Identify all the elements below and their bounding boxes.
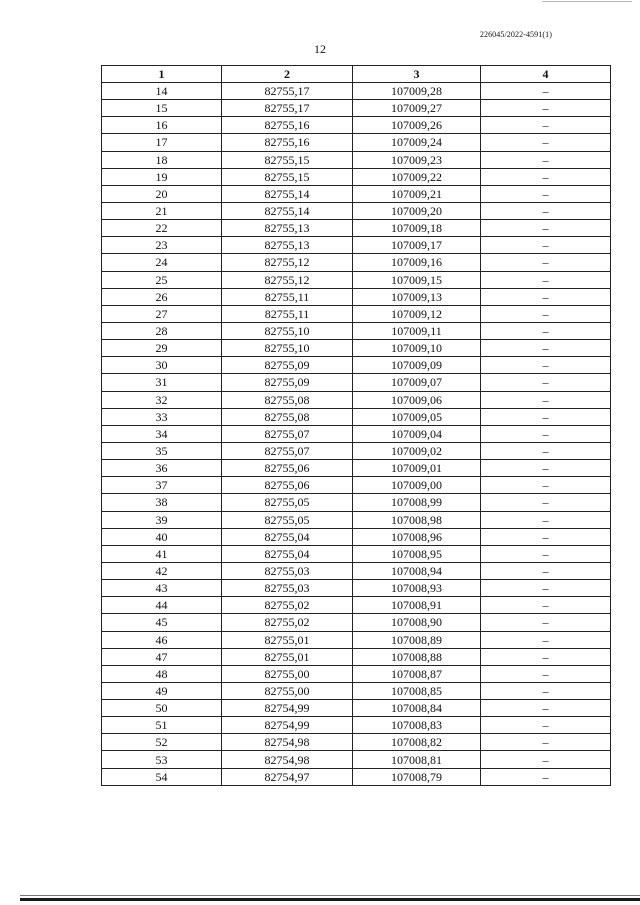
value-cell: – [481,220,611,237]
point-number-cell: 32 [102,391,222,408]
x-coordinate-cell: 82755,04 [222,545,353,562]
point-number-cell: 51 [102,717,222,734]
point-number-cell: 49 [102,682,222,699]
x-coordinate-cell: 82755,13 [222,220,353,237]
x-coordinate-cell: 82755,14 [222,202,353,219]
value-cell: – [481,408,611,425]
table-row [102,322,611,339]
table-row [102,700,611,717]
value-cell: – [481,391,611,408]
value-cell: – [481,580,611,597]
table-row [102,151,611,168]
y-coordinate-cell: 107008,89 [353,631,481,648]
table-row [102,545,611,562]
value-cell: – [481,151,611,168]
value-cell: – [481,700,611,717]
y-coordinate-cell: 107009,24 [353,134,481,151]
y-coordinate-cell: 107009,07 [353,374,481,391]
table-row [102,734,611,751]
value-cell: – [481,494,611,511]
x-coordinate-cell: 82755,09 [222,374,353,391]
x-coordinate-cell: 82755,13 [222,237,353,254]
value-cell: – [481,648,611,665]
y-coordinate-cell: 107009,13 [353,288,481,305]
point-number-cell: 44 [102,597,222,614]
x-coordinate-cell: 82755,01 [222,648,353,665]
y-coordinate-cell: 107009,17 [353,237,481,254]
x-coordinate-cell: 82755,06 [222,477,353,494]
table-row [102,614,611,631]
point-number-cell: 48 [102,665,222,682]
table-row [102,220,611,237]
x-coordinate-cell: 82755,11 [222,305,353,322]
point-number-cell: 34 [102,425,222,442]
value-cell: – [481,271,611,288]
point-number-cell: 39 [102,511,222,528]
y-coordinate-cell: 107009,09 [353,357,481,374]
x-coordinate-cell: 82754,99 [222,717,353,734]
x-coordinate-cell: 82754,98 [222,734,353,751]
table-row [102,83,611,100]
column-header-2: 2 [222,66,353,83]
table-row [102,477,611,494]
table-row [102,357,611,374]
y-coordinate-cell: 107008,83 [353,717,481,734]
y-coordinate-cell: 107009,22 [353,168,481,185]
coordinates-table [101,65,611,786]
point-number-cell: 25 [102,271,222,288]
x-coordinate-cell: 82755,03 [222,562,353,579]
table-row [102,562,611,579]
table-row [102,374,611,391]
point-number-cell: 29 [102,340,222,357]
point-number-cell: 23 [102,237,222,254]
x-coordinate-cell: 82755,12 [222,254,353,271]
point-number-cell: 15 [102,100,222,117]
x-coordinate-cell: 82755,07 [222,442,353,459]
point-number-cell: 36 [102,460,222,477]
value-cell: – [481,477,611,494]
table-row [102,580,611,597]
point-number-cell: 28 [102,322,222,339]
point-number-cell: 52 [102,734,222,751]
x-coordinate-cell: 82755,05 [222,511,353,528]
value-cell: – [481,374,611,391]
value-cell: – [481,597,611,614]
table-row [102,340,611,357]
value-cell: – [481,511,611,528]
point-number-cell: 19 [102,168,222,185]
value-cell: – [481,237,611,254]
y-coordinate-cell: 107008,94 [353,562,481,579]
y-coordinate-cell: 107009,12 [353,305,481,322]
y-coordinate-cell: 107009,23 [353,151,481,168]
value-cell: – [481,460,611,477]
x-coordinate-cell: 82755,10 [222,322,353,339]
table-row [102,665,611,682]
y-coordinate-cell: 107008,87 [353,665,481,682]
bottom-scan-line [20,898,640,901]
table-body [102,83,611,786]
table-row [102,511,611,528]
y-coordinate-cell: 107009,04 [353,425,481,442]
x-coordinate-cell: 82755,09 [222,357,353,374]
y-coordinate-cell: 107009,18 [353,220,481,237]
x-coordinate-cell: 82755,00 [222,682,353,699]
y-coordinate-cell: 107008,84 [353,700,481,717]
point-number-cell: 33 [102,408,222,425]
value-cell: – [481,665,611,682]
x-coordinate-cell: 82755,03 [222,580,353,597]
point-number-cell: 35 [102,442,222,459]
value-cell: – [481,425,611,442]
y-coordinate-cell: 107008,85 [353,682,481,699]
table-row [102,185,611,202]
value-cell: – [481,562,611,579]
table-row [102,442,611,459]
value-cell: – [481,117,611,134]
x-coordinate-cell: 82755,15 [222,151,353,168]
point-number-cell: 31 [102,374,222,391]
point-number-cell: 43 [102,580,222,597]
y-coordinate-cell: 107008,79 [353,768,481,785]
y-coordinate-cell: 107008,96 [353,528,481,545]
value-cell: – [481,100,611,117]
bottom-scan-line-thin [20,895,640,896]
y-coordinate-cell: 107008,91 [353,597,481,614]
table-row [102,682,611,699]
y-coordinate-cell: 107009,02 [353,442,481,459]
point-number-cell: 46 [102,631,222,648]
point-number-cell: 47 [102,648,222,665]
x-coordinate-cell: 82754,98 [222,751,353,768]
y-coordinate-cell: 107009,26 [353,117,481,134]
point-number-cell: 40 [102,528,222,545]
table-row [102,528,611,545]
point-number-cell: 42 [102,562,222,579]
value-cell: – [481,340,611,357]
table-row [102,494,611,511]
y-coordinate-cell: 107009,00 [353,477,481,494]
value-cell: – [481,288,611,305]
x-coordinate-cell: 82755,11 [222,288,353,305]
table-row [102,117,611,134]
x-coordinate-cell: 82755,12 [222,271,353,288]
point-number-cell: 45 [102,614,222,631]
table-header-row [102,66,611,83]
value-cell: – [481,134,611,151]
y-coordinate-cell: 107009,28 [353,83,481,100]
value-cell: – [481,734,611,751]
x-coordinate-cell: 82755,02 [222,614,353,631]
point-number-cell: 17 [102,134,222,151]
point-number-cell: 30 [102,357,222,374]
value-cell: – [481,768,611,785]
column-header-3: 3 [353,66,481,83]
x-coordinate-cell: 82755,04 [222,528,353,545]
value-cell: – [481,682,611,699]
y-coordinate-cell: 107008,99 [353,494,481,511]
y-coordinate-cell: 107009,11 [353,322,481,339]
value-cell: – [481,545,611,562]
point-number-cell: 26 [102,288,222,305]
scan-edge-line [542,1,632,2]
x-coordinate-cell: 82755,16 [222,117,353,134]
y-coordinate-cell: 107009,06 [353,391,481,408]
y-coordinate-cell: 107008,95 [353,545,481,562]
point-number-cell: 38 [102,494,222,511]
table-row [102,271,611,288]
y-coordinate-cell: 107009,16 [353,254,481,271]
column-header-1: 1 [102,66,222,83]
x-coordinate-cell: 82755,06 [222,460,353,477]
table-row [102,288,611,305]
table-row [102,305,611,322]
x-coordinate-cell: 82755,17 [222,100,353,117]
value-cell: – [481,202,611,219]
page-number: 12 [314,42,326,56]
table-row [102,168,611,185]
y-coordinate-cell: 107008,93 [353,580,481,597]
table-row [102,717,611,734]
x-coordinate-cell: 82755,00 [222,665,353,682]
value-cell: – [481,528,611,545]
y-coordinate-cell: 107008,90 [353,614,481,631]
value-cell: – [481,442,611,459]
y-coordinate-cell: 107008,88 [353,648,481,665]
table-row [102,597,611,614]
x-coordinate-cell: 82755,15 [222,168,353,185]
value-cell: – [481,357,611,374]
value-cell: – [481,751,611,768]
x-coordinate-cell: 82755,08 [222,391,353,408]
y-coordinate-cell: 107009,15 [353,271,481,288]
value-cell: – [481,168,611,185]
value-cell: – [481,322,611,339]
x-coordinate-cell: 82755,16 [222,134,353,151]
point-number-cell: 20 [102,185,222,202]
value-cell: – [481,185,611,202]
table-row [102,631,611,648]
table-row [102,751,611,768]
x-coordinate-cell: 82754,97 [222,768,353,785]
point-number-cell: 24 [102,254,222,271]
point-number-cell: 21 [102,202,222,219]
x-coordinate-cell: 82755,05 [222,494,353,511]
point-number-cell: 41 [102,545,222,562]
x-coordinate-cell: 82754,99 [222,700,353,717]
point-number-cell: 22 [102,220,222,237]
x-coordinate-cell: 82755,10 [222,340,353,357]
value-cell: – [481,614,611,631]
y-coordinate-cell: 107009,20 [353,202,481,219]
table-row [102,134,611,151]
x-coordinate-cell: 82755,07 [222,425,353,442]
table-row [102,425,611,442]
x-coordinate-cell: 82755,08 [222,408,353,425]
point-number-cell: 53 [102,751,222,768]
point-number-cell: 54 [102,768,222,785]
y-coordinate-cell: 107008,98 [353,511,481,528]
point-number-cell: 18 [102,151,222,168]
table-row [102,648,611,665]
table-row [102,202,611,219]
y-coordinate-cell: 107009,01 [353,460,481,477]
y-coordinate-cell: 107009,27 [353,100,481,117]
y-coordinate-cell: 107009,21 [353,185,481,202]
value-cell: – [481,83,611,100]
table-row [102,391,611,408]
table-row [102,768,611,785]
value-cell: – [481,717,611,734]
table-row [102,408,611,425]
table-row [102,100,611,117]
column-header-4: 4 [481,66,611,83]
point-number-cell: 37 [102,477,222,494]
x-coordinate-cell: 82755,17 [222,83,353,100]
y-coordinate-cell: 107009,05 [353,408,481,425]
y-coordinate-cell: 107008,82 [353,734,481,751]
y-coordinate-cell: 107008,81 [353,751,481,768]
table-row [102,254,611,271]
y-coordinate-cell: 107009,10 [353,340,481,357]
point-number-cell: 50 [102,700,222,717]
value-cell: – [481,305,611,322]
x-coordinate-cell: 82755,14 [222,185,353,202]
point-number-cell: 27 [102,305,222,322]
x-coordinate-cell: 82755,01 [222,631,353,648]
table-row [102,460,611,477]
point-number-cell: 16 [102,117,222,134]
value-cell: – [481,254,611,271]
point-number-cell: 14 [102,83,222,100]
document-code: 226045/2022-4591(1) [479,30,552,39]
value-cell: – [481,631,611,648]
x-coordinate-cell: 82755,02 [222,597,353,614]
table-row [102,237,611,254]
